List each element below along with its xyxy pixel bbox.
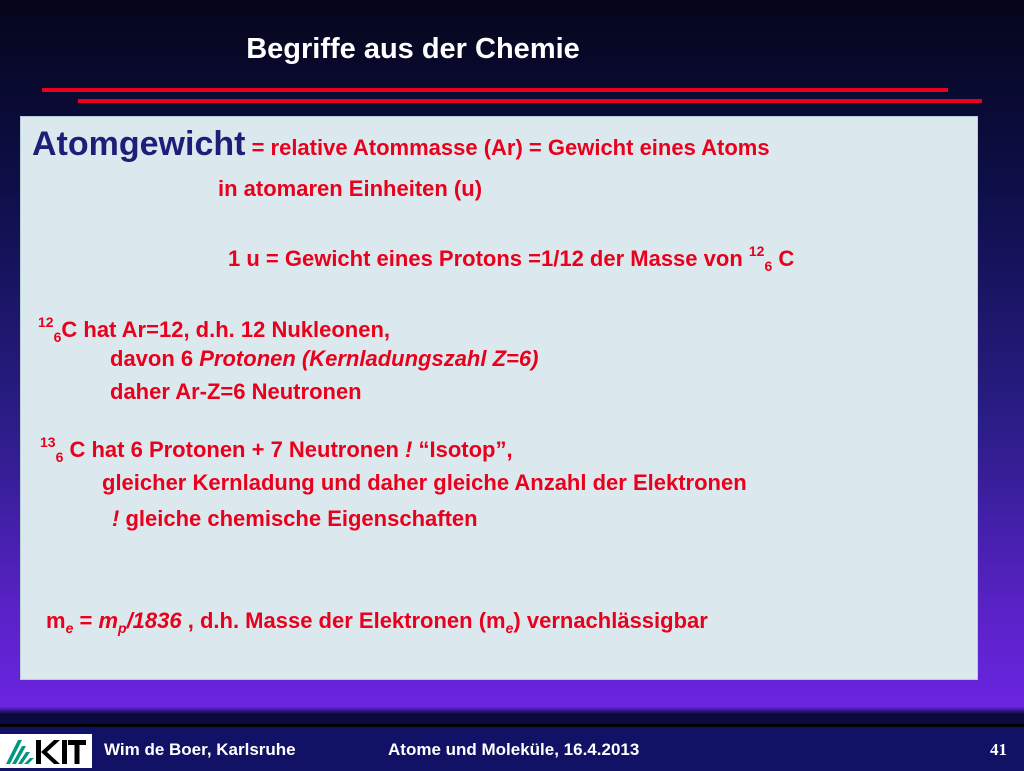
- me-subscript: e: [65, 620, 74, 636]
- unit-definition: [228, 243, 794, 274]
- kit-logo-icon: [4, 738, 88, 766]
- c13-line-1: [40, 434, 513, 465]
- c13-mass-number: 13: [40, 434, 56, 450]
- c13-atomic-number: 6: [55, 449, 64, 465]
- footer-course: Atome und Moleküle, 16.4.2013: [388, 740, 640, 759]
- electron-mass-text: , d.h. Masse der Elektronen (m: [181, 608, 506, 633]
- mp-divisor: /1836: [126, 608, 182, 633]
- electron-mass-line: [46, 608, 708, 636]
- c13-line-3: [112, 506, 478, 532]
- c12-protons-detail: Protonen (Kernladungszahl Z=6): [199, 346, 539, 371]
- electron-mass-end: ) vernachlässigbar: [513, 608, 708, 633]
- page-number: 41: [990, 740, 1007, 759]
- equals-sign: =: [73, 608, 99, 633]
- unit-text: 1 u = Gewicht eines Protons =1/12 der Masse von: [228, 246, 749, 271]
- title-underline-1: [42, 88, 948, 92]
- c13-text: C hat 6 Protonen + 7 Neutronen: [63, 437, 406, 462]
- unit-mass-number: 12: [748, 243, 765, 259]
- c12-line-3: daher Ar-Z=6 Neutronen: [110, 379, 362, 404]
- kit-logo: [0, 734, 92, 768]
- c12-protons-label: davon 6: [110, 346, 200, 371]
- definition-line-2: in atomaren Einheiten (u): [218, 176, 483, 201]
- implies-symbol: !: [405, 437, 413, 462]
- isotope-label: “Isotop”,: [412, 437, 513, 462]
- definition-text: = relative Atommasse (Ar) = Gewicht eines Atoms: [245, 135, 770, 160]
- chem-properties-text: gleiche chemische Eigenschaften: [119, 506, 478, 531]
- unit-element: C: [772, 246, 795, 271]
- c12-line-2: [110, 346, 538, 372]
- c13-line-2: gleicher Kernladung und daher gleiche Anzahl der Elektronen: [102, 470, 747, 495]
- term-heading: Atomgewicht: [32, 125, 246, 163]
- c12-atomic-number: 6: [53, 329, 62, 345]
- unit-atomic-number: 6: [764, 258, 773, 274]
- c12-text: C hat Ar=12, d.h. 12 Nukleonen,: [61, 317, 391, 342]
- title-underline-2: [78, 99, 982, 103]
- mp-subscript: p: [118, 620, 127, 636]
- implies-symbol: !: [112, 506, 120, 531]
- slide-title: Begriffe aus der Chemie: [246, 33, 580, 65]
- me-subscript-2: e: [505, 620, 514, 636]
- definition-line-1: [32, 125, 770, 164]
- mp-symbol: m: [98, 608, 118, 633]
- c12-mass-number: 12: [38, 314, 54, 330]
- c12-line-1: [38, 314, 390, 345]
- me-symbol: m: [46, 608, 66, 633]
- footer-author: Wim de Boer, Karlsruhe: [104, 740, 296, 759]
